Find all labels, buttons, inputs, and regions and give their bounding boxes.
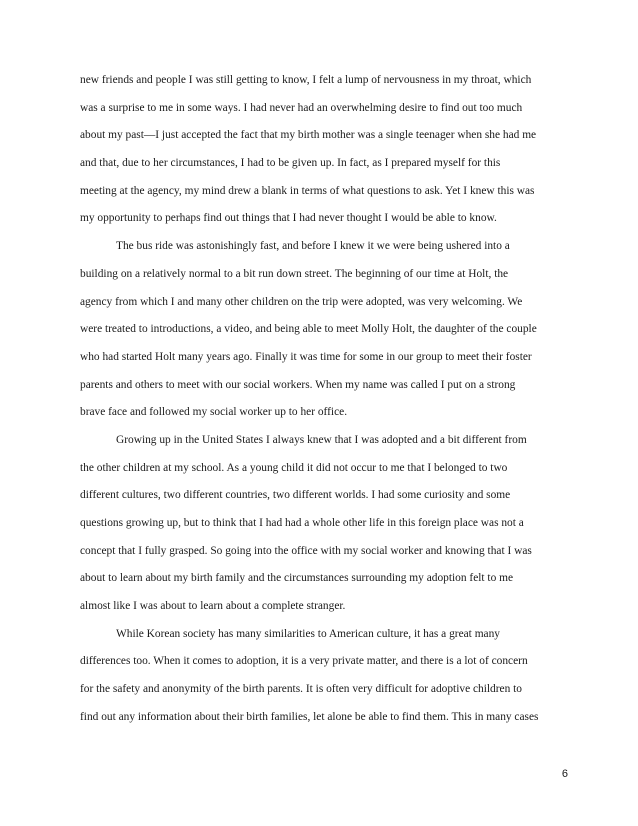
page-number: 6: [561, 768, 568, 780]
text-line: about my past—I just accepted the fact that my birth mother was a single teenager when she had me: [80, 129, 537, 142]
paragraph-start-line: Growing up in the United States I always knew that I was adopted and a bit different from: [116, 433, 527, 446]
text-line: and that, due to her circumstances, I had to be given up. In fact, as I prepared myself for this: [80, 157, 501, 170]
paragraph-start-line: The bus ride was astonishingly fast, and before I knew it we were being ushered into a: [116, 240, 510, 253]
paragraph-start-line: While Korean society has many similarities to American culture, it has a great many: [116, 627, 500, 640]
text-line: questions growing up, but to think that I had had a whole other life in this foreign place was not a: [80, 517, 524, 529]
text-line: brave face and followed my social worker up to her office.: [80, 406, 348, 419]
text-line: for the safety and anonymity of the birth parents. It is often very difficult for adoptive children to: [80, 683, 522, 696]
text-line: find out any information about their birth families, let alone be able to find them. This in many cases: [80, 710, 539, 723]
text-line: building on a relatively normal to a bit run down street. The beginning of our time at Holt, the: [80, 267, 509, 280]
body-text: [80, 67, 564, 732]
text-line: agency from which I and many other children on the trip were adopted, was very welcoming. We: [80, 295, 523, 308]
text-line: who had started Holt many years ago. Finally it was time for some in our group to meet their foster: [80, 350, 532, 363]
text-line: about to learn about my birth family and the circumstances surrounding my adoption felt to me: [80, 572, 514, 585]
text-line: were treated to introductions, a video, and being able to meet Molly Holt, the daughter of the couple: [80, 323, 537, 336]
text-line: was a surprise to me in some ways. I had never had an overwhelming desire to find out too much: [80, 101, 523, 114]
text-line: almost like I was about to learn about a complete stranger.: [80, 600, 346, 613]
text-line: parents and others to meet with our social workers. When my name was called I put on a strong: [80, 378, 516, 391]
text-line: different cultures, two different countries, two different worlds. I had some curiosity and some: [80, 489, 511, 502]
text-line: the other children at my school. As a young child it did not occur to me that I belonged to two: [80, 461, 508, 474]
text-line: concept that I fully grasped. So going into the office with my social worker and knowing that I was: [80, 544, 532, 557]
text-line: meeting at the agency, my mind drew a blank in terms of what questions to ask. Yet I knew this was: [80, 184, 535, 197]
text-line: differences too. When it comes to adoption, it is a very private matter, and there is a lot of concern: [80, 655, 528, 668]
text-line: new friends and people I was still getting to know, I felt a lump of nervousness in my throat, which: [80, 74, 532, 86]
text-line: my opportunity to perhaps find out things that I had never thought I would be able to know.: [80, 212, 497, 225]
